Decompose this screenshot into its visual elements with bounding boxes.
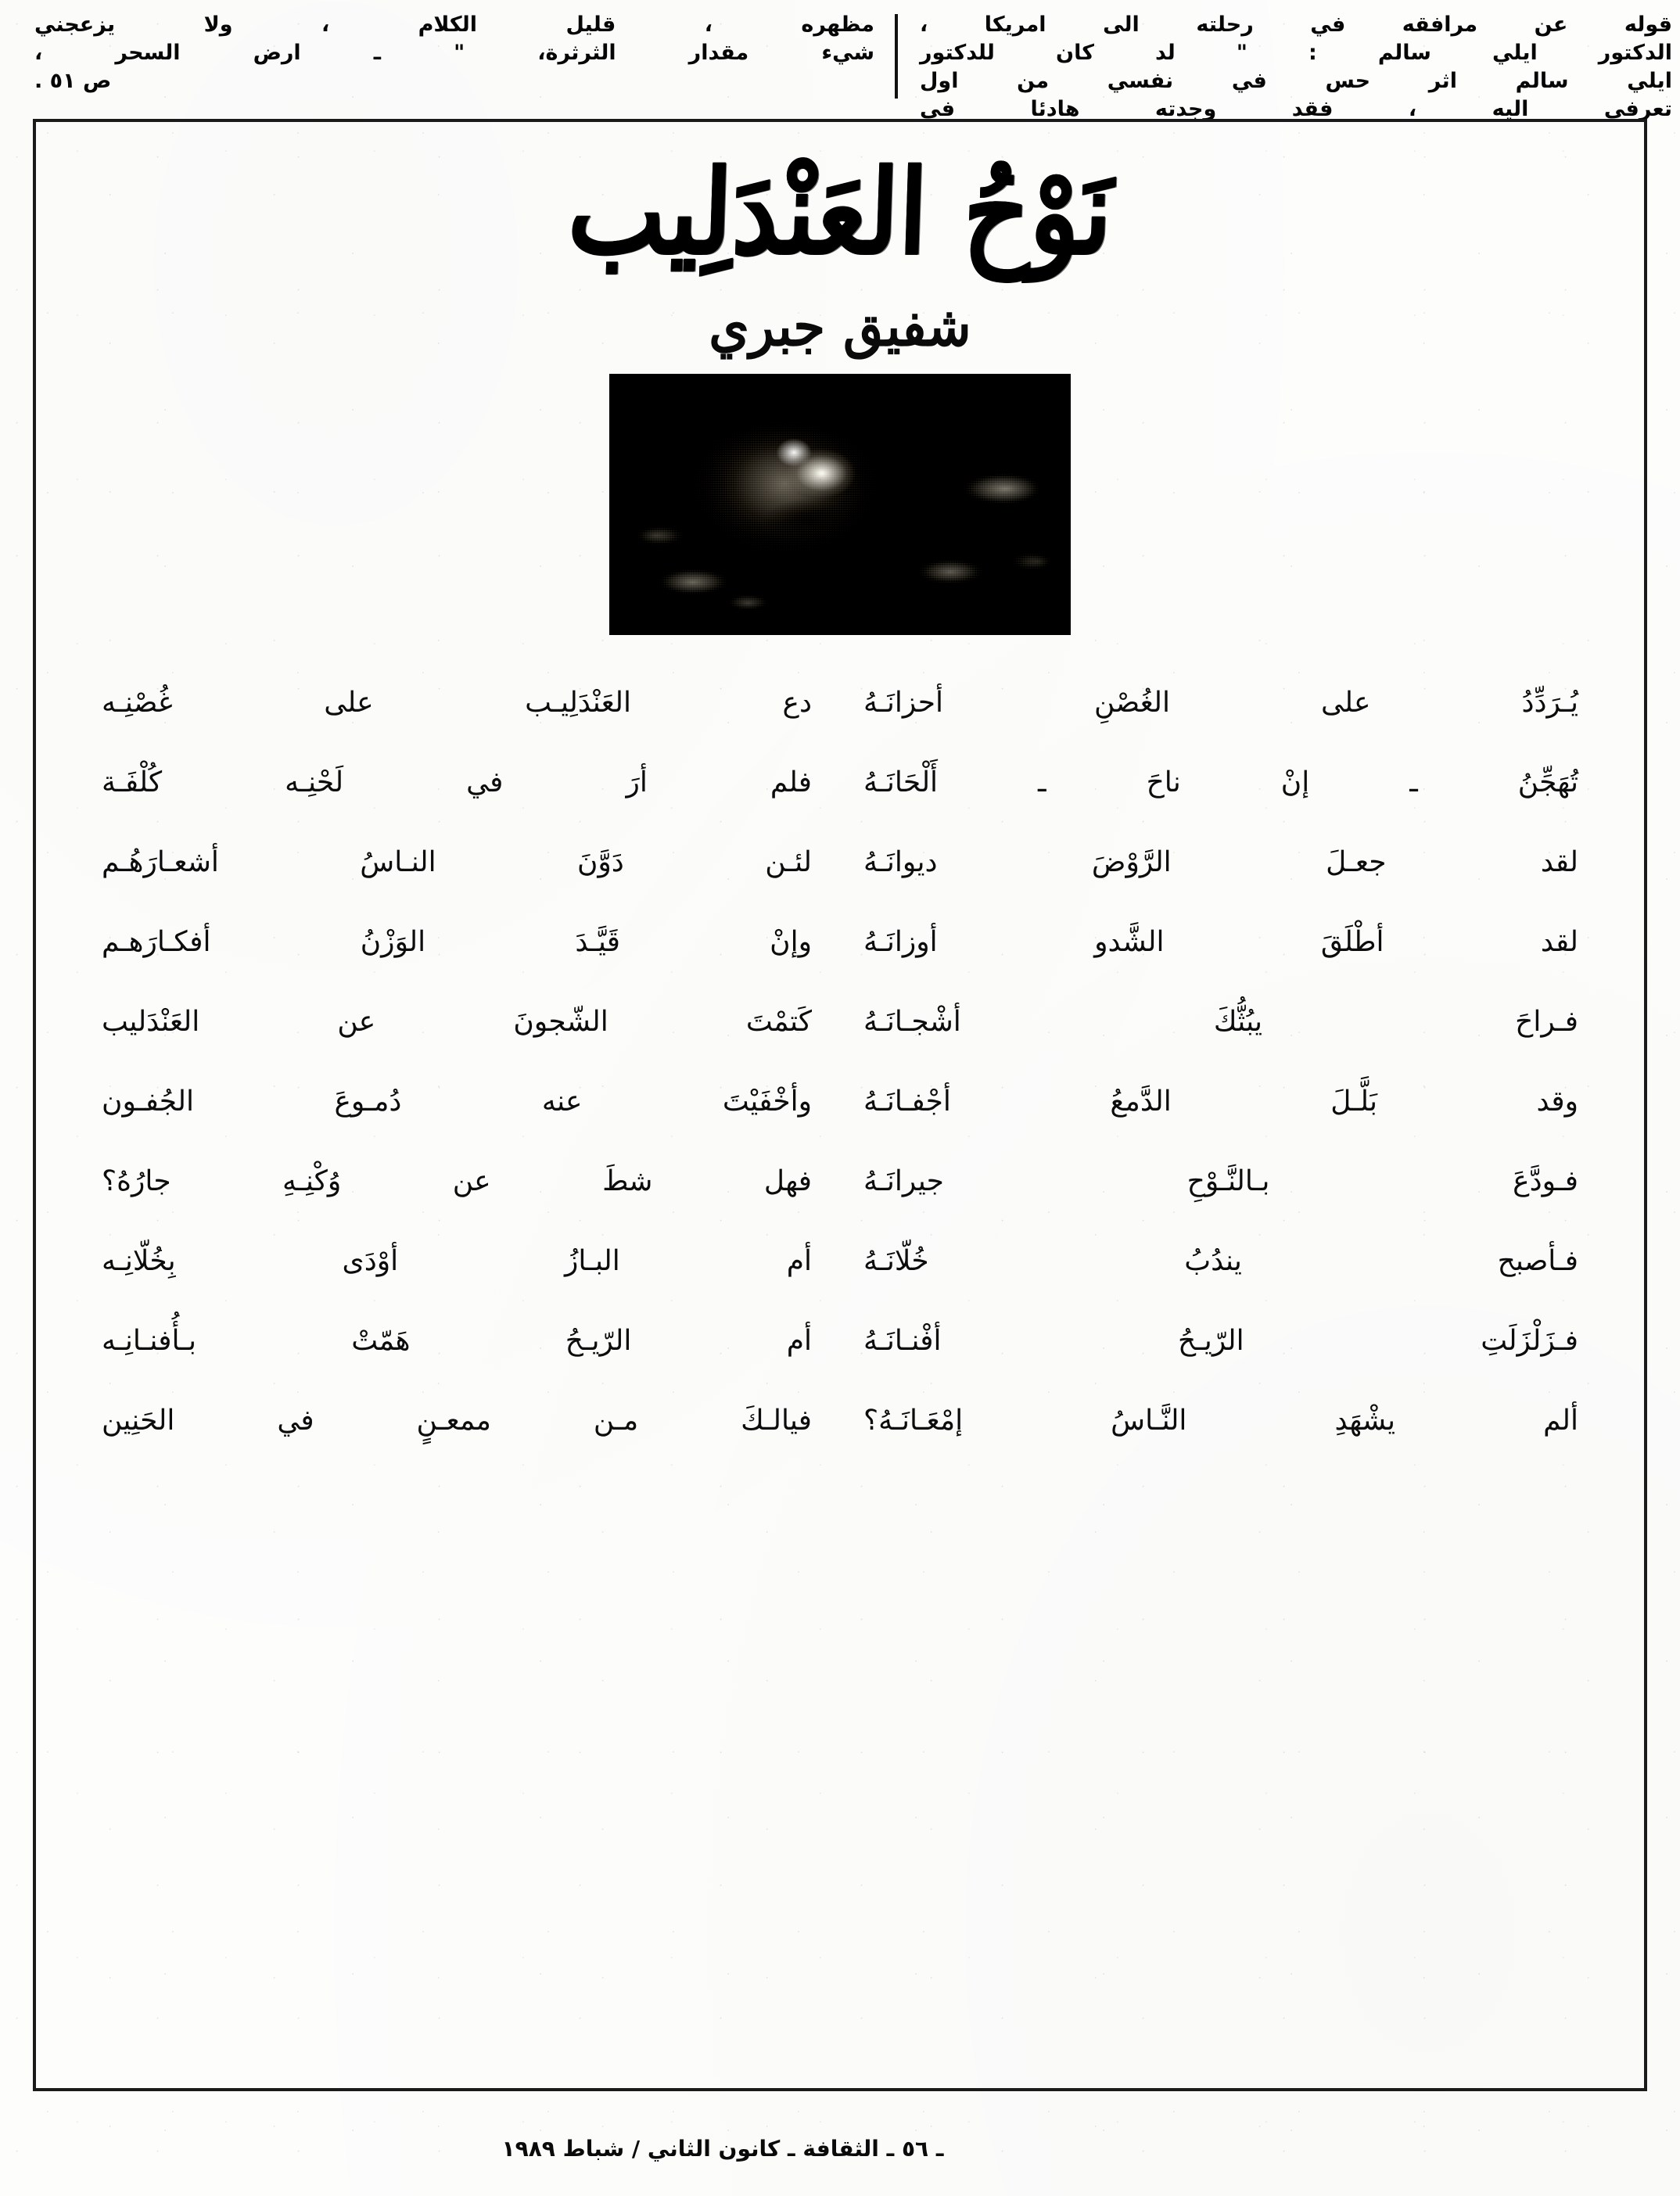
poem-column-right (83, 663, 840, 1461)
header-left-column (6, 0, 895, 95)
footer-issue-line: ـ ٥٦ ـ الثقافة ـ كانون الثاني / شباط ١٩٨٩ (501, 2136, 944, 2162)
verse-line: دع العَنْدَلِيـب على غُصْنِـه (102, 687, 812, 719)
verse-line: لقد أطْلَقَ الشَّدو أوزانَـهُ (863, 926, 1578, 958)
article-frame (33, 119, 1647, 2091)
verse-line: أم الرّيـحُ هَمّتْ بـأُفنـانِـه (102, 1325, 812, 1357)
poem-author-container (36, 293, 1644, 359)
poem-title-container (36, 144, 1644, 281)
verse-line: تُهَجِّنُ ـ إنْ ناحَ ـ أَلْحَانَـهُ (863, 766, 1578, 798)
verse-line: ألم يشْهَدِ النَّـاسُ إمْعَـانَـهُ؟ (863, 1405, 1578, 1437)
poem-column-left (840, 663, 1597, 1461)
verse-line: أم البـازُ أوْدَى بِخُلّانِـه (102, 1245, 812, 1277)
header-right-line-3: ايلي سالم اثر حس في نفسي من اول (920, 69, 1672, 93)
nightingale-illustration (609, 374, 1071, 635)
header-right-line-4: تعرفي اليه ، فقد وجدته هادئا في (920, 97, 1672, 121)
verse-line: وقد بَلَّـلَ الدَّمعُ أجْفـانَـهُ (863, 1085, 1578, 1118)
illustration-container (36, 374, 1644, 635)
header-left-line-3: ص ٥١ . (34, 69, 112, 93)
verse-line: يُـرَدِّدُ على الغُصْنِ أحزانَـهُ (863, 687, 1578, 719)
header-right-line-2: الدكتور ايلي سالم : " لد كان للدكتور (920, 41, 1672, 65)
verse-line: فهل شطَ عن وُكْنِـهِ جارُهُ؟ (102, 1165, 812, 1197)
verse-line: لئـن دَوَّنَ النـاسُ أشعـارَهُـم (102, 846, 812, 878)
verse-line: فيالـكَ مـن ممعـنٍ في الحَنِين (102, 1405, 812, 1437)
poem-body (83, 663, 1597, 1461)
verse-line: فـزَلْزَلَتِ الرّيـحُ أفْنـانَـهُ (863, 1325, 1578, 1357)
header-left-line-2: شيء مقدار الثرثرة، " ـ ارض السحر ، (34, 41, 874, 65)
page-title: نَوْحُ العَنْدَلِيب (565, 144, 1115, 281)
header-right-column (898, 0, 1680, 124)
verse-line: فـراحَ يبُثُّكَ أشْجـانَـهُ (863, 1006, 1578, 1038)
verse-line: فلم أرَ في لَحْنِـه كُلْفَـة (102, 766, 812, 798)
verse-line: كَتمْتَ الشّجونَ عن العَنْدَليب (102, 1006, 812, 1038)
author-name: شفيق جبري (709, 293, 971, 359)
verse-line: لقد جعـلَ الرَّوْضَ ديوانَـهُ (863, 846, 1578, 878)
page-footer (0, 2136, 1680, 2162)
header-right-line-1: قوله عن مرافقه في رحلته الى امريكا ، (920, 13, 1672, 37)
verse-line: فـأصبح يندُبُ خُلّانَـهُ (863, 1245, 1578, 1277)
header-column-divider (895, 14, 898, 99)
page-header-strip (0, 0, 1680, 121)
illustration-vignette (610, 375, 1070, 634)
header-left-line-1: مظهره ، قليل الكلام ، ولا يزعجني (34, 13, 874, 37)
verse-line: وأخْفَيْتَ عنه دُمـوعَ الجُفـون (102, 1085, 812, 1118)
verse-line: وإنْ قَيَّـدَ الوَزْنُ أفكـارَهـم (102, 926, 812, 958)
article-frame-inner (36, 122, 1644, 2088)
verse-line: فـودَّعَ بـالنَّـوْحِ جيرانَـهُ (863, 1165, 1578, 1197)
